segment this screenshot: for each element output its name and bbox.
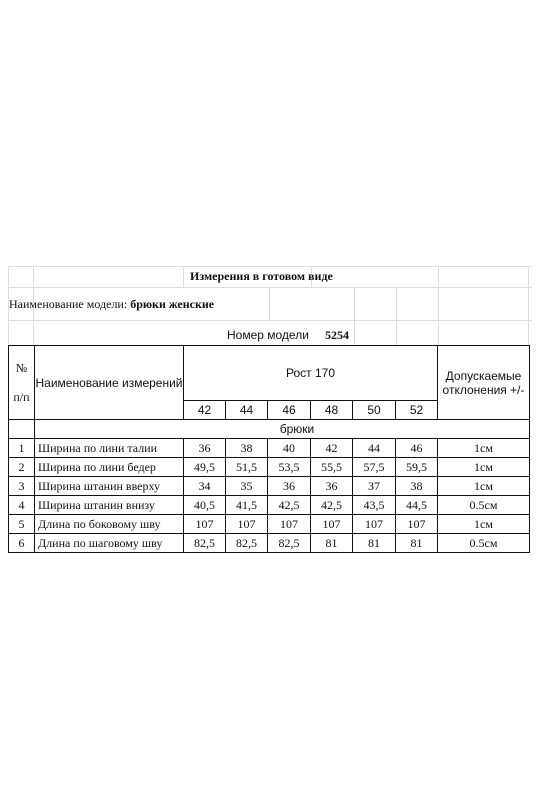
value-cell: 81 xyxy=(396,534,438,553)
tolerance-cell: 1см xyxy=(438,477,530,496)
row-number-cell: 1 xyxy=(9,439,35,458)
gridline xyxy=(8,266,532,267)
measurement-name-cell: Ширина по лини бедер xyxy=(35,458,184,477)
value-cell: 34 xyxy=(184,477,226,496)
tolerance-header xyxy=(438,346,530,420)
value-cell: 81 xyxy=(353,534,396,553)
value-cell: 59,5 xyxy=(396,458,438,477)
value-cell: 44 xyxy=(353,439,396,458)
value-cell: 35 xyxy=(226,477,268,496)
value-cell: 36 xyxy=(184,439,226,458)
value-cell: 49,5 xyxy=(184,458,226,477)
section-row xyxy=(9,420,530,439)
value-cell: 46 xyxy=(396,439,438,458)
measurements-table xyxy=(8,345,530,553)
value-cell: 82,5 xyxy=(184,534,226,553)
value-cell: 107 xyxy=(184,515,226,534)
table-row xyxy=(9,458,530,477)
size-header-cell: 52 xyxy=(396,401,438,420)
value-cell: 53,5 xyxy=(268,458,311,477)
gridline xyxy=(8,320,532,321)
value-cell: 57,5 xyxy=(353,458,396,477)
value-cell: 107 xyxy=(268,515,311,534)
value-cell: 107 xyxy=(311,515,353,534)
measurement-name-cell: Длина по шаговому шву xyxy=(35,534,184,553)
row-number-cell: 4 xyxy=(9,496,35,515)
height-header: Рост 170 xyxy=(184,346,438,401)
gridline xyxy=(183,266,184,288)
tolerance-cell: 0.5см xyxy=(438,534,530,553)
gridline xyxy=(8,287,532,288)
header-row xyxy=(9,346,530,401)
value-cell: 40 xyxy=(268,439,311,458)
value-cell: 42,5 xyxy=(268,496,311,515)
tolerance-cell: 0.5см xyxy=(438,496,530,515)
section-label: брюки xyxy=(35,420,530,439)
value-cell: 43,5 xyxy=(353,496,396,515)
value-cell: 107 xyxy=(226,515,268,534)
measurement-name-cell: Ширина по лини талии xyxy=(35,439,184,458)
table-row xyxy=(9,496,530,515)
tolerance-header-line1: Допускаемые xyxy=(445,368,522,383)
gridline xyxy=(354,287,355,345)
measurement-name-cell: Ширина штанин внизу xyxy=(35,496,184,515)
tolerance-cell: 1см xyxy=(438,515,530,534)
size-header-cell: 42 xyxy=(184,401,226,420)
model-name-row xyxy=(9,297,214,311)
value-cell: 107 xyxy=(396,515,438,534)
value-cell: 82,5 xyxy=(268,534,311,553)
gridline xyxy=(396,287,397,345)
row-number-cell: 6 xyxy=(9,534,35,553)
sheet-title: Измерения в готовом виде xyxy=(190,269,333,283)
value-cell: 107 xyxy=(353,515,396,534)
model-name-label: Наименование модели: xyxy=(9,297,128,311)
size-header-cell: 50 xyxy=(353,401,396,420)
value-cell: 40,5 xyxy=(184,496,226,515)
tolerance-cell: 1см xyxy=(438,439,530,458)
num-header-symbol: № xyxy=(15,360,28,375)
value-cell: 36 xyxy=(311,477,353,496)
row-number-cell: 2 xyxy=(9,458,35,477)
value-cell: 37 xyxy=(353,477,396,496)
gridline xyxy=(438,266,439,346)
tolerance-header-line2: отклонения +/- xyxy=(442,382,525,397)
value-cell: 82,5 xyxy=(226,534,268,553)
measurement-name-cell: Длина по боковому шву xyxy=(35,515,184,534)
value-cell: 44,5 xyxy=(396,496,438,515)
model-number-label: Номер модели xyxy=(227,328,309,342)
table-row xyxy=(9,534,530,553)
row-number-cell: 3 xyxy=(9,477,35,496)
value-cell: 42,5 xyxy=(311,496,353,515)
value-cell: 55,5 xyxy=(311,458,353,477)
size-header-cell: 44 xyxy=(226,401,268,420)
num-header-pp: п/п xyxy=(13,389,30,404)
name-header: Наименование измерений xyxy=(35,346,184,420)
size-header-cell: 46 xyxy=(268,401,311,420)
value-cell: 38 xyxy=(226,439,268,458)
size-header-cell: 48 xyxy=(311,401,353,420)
gridline xyxy=(528,266,529,346)
table-row xyxy=(9,477,530,496)
value-cell: 36 xyxy=(268,477,311,496)
row-number-cell: 5 xyxy=(9,515,35,534)
num-header xyxy=(9,346,35,420)
model-name-value: брюки женские xyxy=(130,297,215,311)
section-empty-cell xyxy=(9,420,35,439)
table-row xyxy=(9,439,530,458)
table-row xyxy=(9,515,530,534)
model-number: 5254 xyxy=(325,328,349,342)
value-cell: 42 xyxy=(311,439,353,458)
value-cell: 51,5 xyxy=(226,458,268,477)
tolerance-cell: 1см xyxy=(438,458,530,477)
value-cell: 81 xyxy=(311,534,353,553)
gridline xyxy=(269,287,270,321)
value-cell: 41,5 xyxy=(226,496,268,515)
value-cell: 38 xyxy=(396,477,438,496)
measurement-name-cell: Ширина штанин вверху xyxy=(35,477,184,496)
